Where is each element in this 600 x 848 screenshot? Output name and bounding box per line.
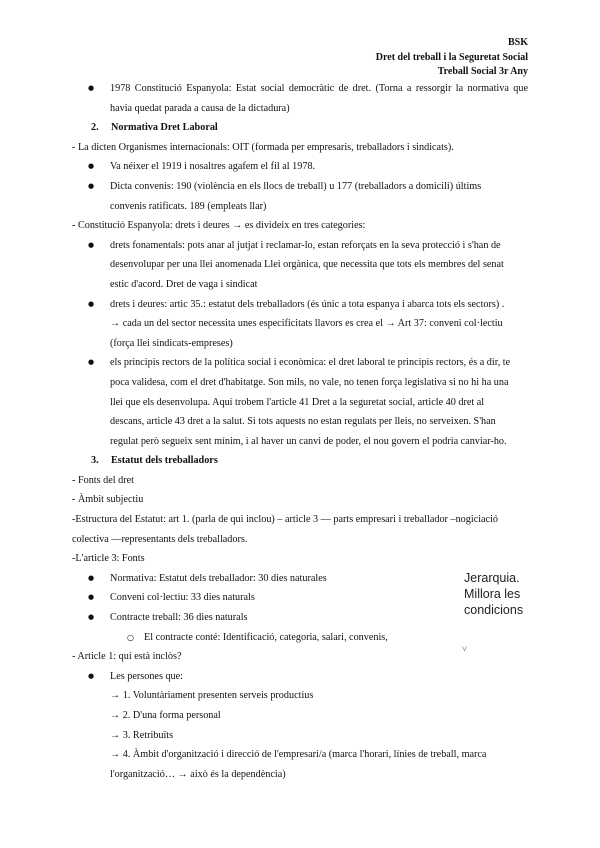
- text-line: descans, article 43 dret a la salut. Si tots aquests no estan regulats per lleis, no serveixen. S'han: [110, 416, 496, 428]
- document-body: [72, 79, 528, 784]
- bullet-contracte: ● Contracte treball: 36 dies naturals: [72, 608, 528, 628]
- bullet-persones: ● Les persones que:: [72, 667, 528, 687]
- text-line: convenis ratificats. 189 (empleats llar): [110, 200, 267, 212]
- text-line: → cada un del sector necessita unes especificitats llavors es crea el → Art 37: conveni col·lectiu: [110, 318, 503, 330]
- criteria-3: → 3. Retribuïts: [110, 729, 174, 741]
- criteria-1: → 1. Voluntàriament presenten serveis productius: [110, 690, 314, 702]
- text-line: llei que els desenvolupa. Aquí trobem l'article 41 Dret a la seguretat social, article 40 dret al: [110, 396, 485, 408]
- text-line: ● drets i deures: artic 35.: estatut dels treballadors (és únic a tota espanya i abarca tots els sectors) .: [110, 298, 505, 310]
- handwritten-note: [464, 570, 523, 618]
- note-line: condicions: [464, 603, 524, 617]
- text-line: desenvolupar per una llei anomenada Llei orgànica, que necessita que tots els membres del senat: [110, 259, 504, 271]
- paragraph-fonts: - Fonts del dret: [72, 474, 134, 486]
- section-heading-3: [72, 451, 528, 471]
- criteria-4-line-2: l'organització… → això és la dependència): [110, 768, 286, 780]
- text-line: ● Dicta convenis: 190 (violència en els llocs de treball) u 177 (treballadors a domicili) últims: [110, 180, 482, 192]
- paragraph-estructura-2: colectiva —representants dels treballadors.: [72, 533, 248, 545]
- page-header: [376, 36, 528, 80]
- paragraph-article-1: - Article 1: qui està inclòs?: [72, 651, 182, 663]
- section-number: 2.: [91, 122, 99, 134]
- section-title: Normativa Dret Laboral: [111, 122, 218, 134]
- bullet-drets-fonamentals: [72, 236, 528, 295]
- bullet-neixer: ● Va néixer el 1919 i nosaltres agafem el fil al 1978.: [72, 157, 528, 177]
- text-line: (força llei sindicats-empreses): [110, 337, 233, 349]
- text-line: ● drets fonamentals: pots anar al jutjat i reclamar-lo, estan reforçats en la seva protecció i s'han de: [110, 239, 501, 251]
- sub-bullet-contracte-conte: ○ El contracte conté: Identificació, categoria, salari, convenis,: [72, 628, 528, 648]
- text-line: regulat però segueix sent mínim, i al haver un canvi de poder, el nou govern el podria canviar-ho.: [110, 435, 507, 447]
- paragraph-constitucio: - Constitució Espanyola: drets i deures → es divideix en tres categories:: [72, 220, 366, 232]
- section-title: Estatut dels treballadors: [111, 455, 218, 467]
- note-line: Jerarquia.: [464, 571, 520, 585]
- pen-mark: ˅: [462, 644, 468, 654]
- note-line: Millora les: [464, 587, 521, 601]
- bullet-dicta-convenis: [72, 177, 528, 216]
- bullet-normativa: ● Normativa: Estatut dels treballador: 30 dies naturales: [72, 569, 528, 589]
- bullet-principis-rectors: [72, 353, 528, 451]
- paragraph-ambit: - Àmbit subjectiu: [72, 494, 144, 506]
- criteria-2: → 2. D'una forma personal: [110, 710, 221, 721]
- bullet-1978: ● 1978 Constitució Espanyola: Estat social democràtic de dret. (Torna a ressorgir la normativa que havia quedat parada a causa de la dictadura): [72, 79, 528, 118]
- bullet-drets-deures: [72, 295, 528, 354]
- paragraph-dicten: - La dicten Organismes internacionals: OIT (formada per empresaris, treballadors i sindicats).: [72, 141, 454, 153]
- paragraph-estructura-1: -Estructura del Estatut: art 1. (parla de qui inclou) – article 3 — parts empresari i treballador –nogiciació: [72, 514, 499, 526]
- text-line: ● els principis rectors de la política social i econòmica: el dret laboral te principis rectors, és a dir, te: [110, 357, 511, 369]
- section-heading-2: [72, 118, 528, 138]
- text-line: estic d'acord. Dret de vaga i sindicat: [110, 278, 258, 290]
- text-line: poca validesa, com el dret d'habitatge. Son mils, no vale, no tenen força legislativa si no hi ha una: [110, 376, 509, 388]
- criteria-4-line-1: → 4. Àmbit d'organització i direcció de l'empresari/a (marca l'horari, línies de treball, marca: [110, 749, 487, 761]
- section-number: 3.: [91, 455, 99, 467]
- header-subject: Dret del treball i la Seguretat Social: [375, 51, 528, 63]
- bullet-conveni: ● Conveni col·lectiu: 33 dies naturals: [72, 588, 528, 608]
- header-course: Treball Social 3r Any: [437, 66, 528, 77]
- paragraph-article-3: -L'article 3: Fonts: [72, 553, 145, 565]
- header-code: BSK: [507, 37, 528, 48]
